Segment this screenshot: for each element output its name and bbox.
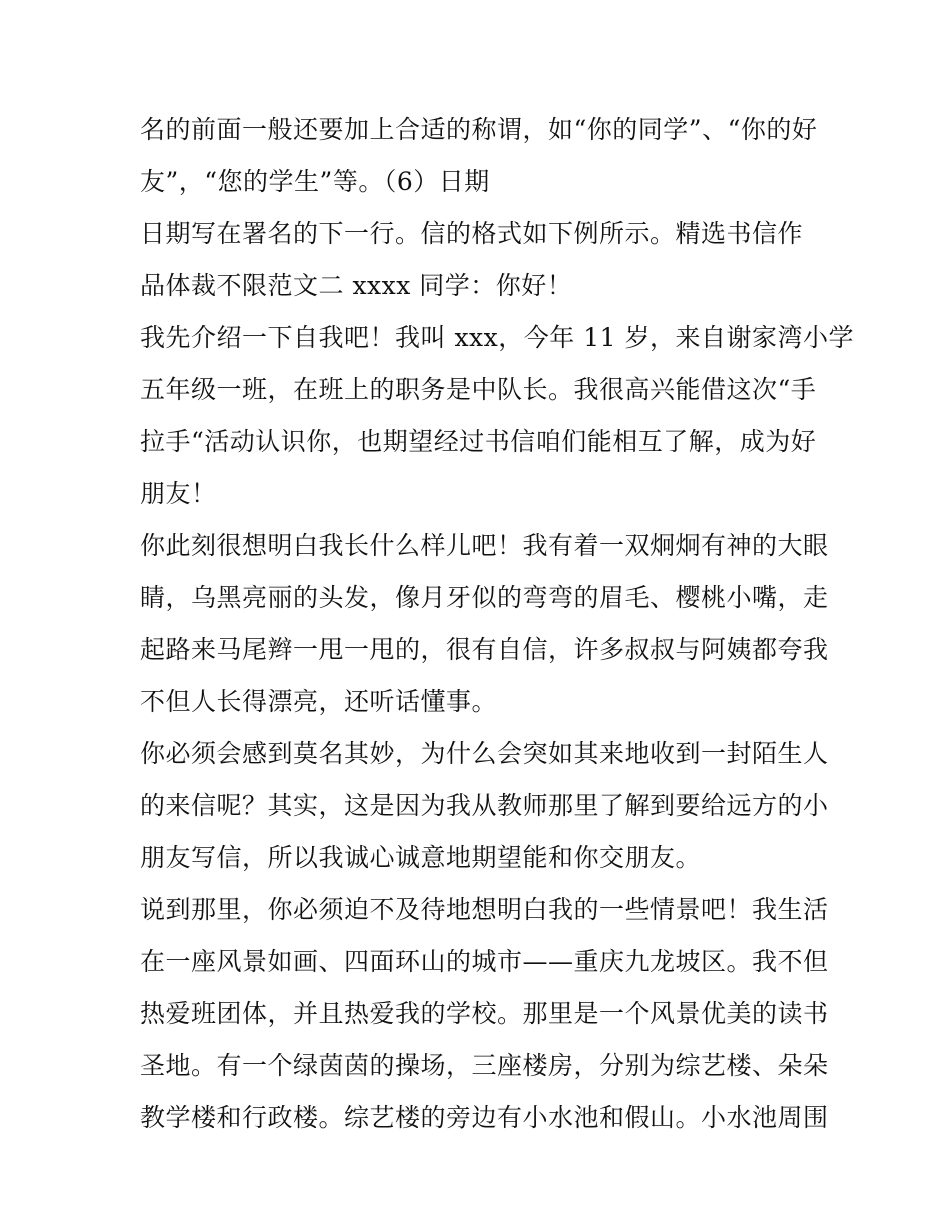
paragraph-introduction xyxy=(140,312,854,520)
paragraph-date-format xyxy=(140,208,820,312)
text-line: 你必须会感到莫名其妙，为什么会突如其来地收到一封陌生人 xyxy=(140,739,829,768)
text-line: 圣地。有一个绿茵茵的操场，三座楼房，分别为综艺楼、朵朵 xyxy=(140,1051,829,1080)
text-line: 你此刻很想明白我长什么样儿吧！我有着一双炯炯有神的大眼 xyxy=(140,531,829,560)
text-line: 拉手“活动认识你，也期望经过书信咱们能相互了解，成为好 xyxy=(140,427,817,456)
paragraph-school-life xyxy=(140,884,829,1144)
text-line: 五年级一班，在班上的职务是中队长。我很高兴能借这次“手 xyxy=(140,375,817,404)
text-line: 起路来马尾辫一甩一甩的，很有自信，许多叔叔与阿姨都夸我 xyxy=(140,635,829,664)
text-line: 朋友！ xyxy=(140,479,217,508)
text-line: 热爱班团体，并且热爱我的学校。那里是一个风景优美的读书 xyxy=(140,999,829,1028)
text-line: 名的前面一般还要加上合适的称谓，如“你的同学”、“你的好 xyxy=(140,115,818,144)
text-line: 的来信呢？其实，这是因为我从教师那里了解到要给远方的小 xyxy=(140,791,829,820)
paragraph-reason xyxy=(140,728,829,884)
paragraph-appearance xyxy=(140,520,829,728)
text-line: 不但人长得漂亮，还听话懂事。 xyxy=(140,687,498,716)
text-line: 教学楼和行政楼。综艺楼的旁边有小水池和假山。小水池周围 xyxy=(140,1103,829,1132)
text-line: 日期写在署名的下一行。信的格式如下例所示。精选书信作 xyxy=(140,219,804,248)
text-line: 品体裁不限范文二 xxxx 同学：你好！ xyxy=(140,271,573,300)
text-line: 朋友写信，所以我诚心诚意地期望能和你交朋友。 xyxy=(140,843,702,872)
text-line: 友”，“您的学生”等。（6）日期 xyxy=(140,167,490,196)
text-line: 在一座风景如画、四面环山的城市——重庆九龙坡区。我不但 xyxy=(140,947,829,976)
text-line: 我先介绍一下自我吧！我叫 xxx，今年 11 岁，来自谢家湾小学 xyxy=(140,323,854,352)
text-line: 说到那里，你必须迫不及待地想明白我的一些情景吧！我生活 xyxy=(140,895,829,924)
paragraph-signature-note xyxy=(140,104,820,208)
letter-body xyxy=(140,104,854,1144)
text-line: 睛，乌黑亮丽的头发，像月牙似的弯弯的眉毛、樱桃小嘴，走 xyxy=(140,583,829,612)
